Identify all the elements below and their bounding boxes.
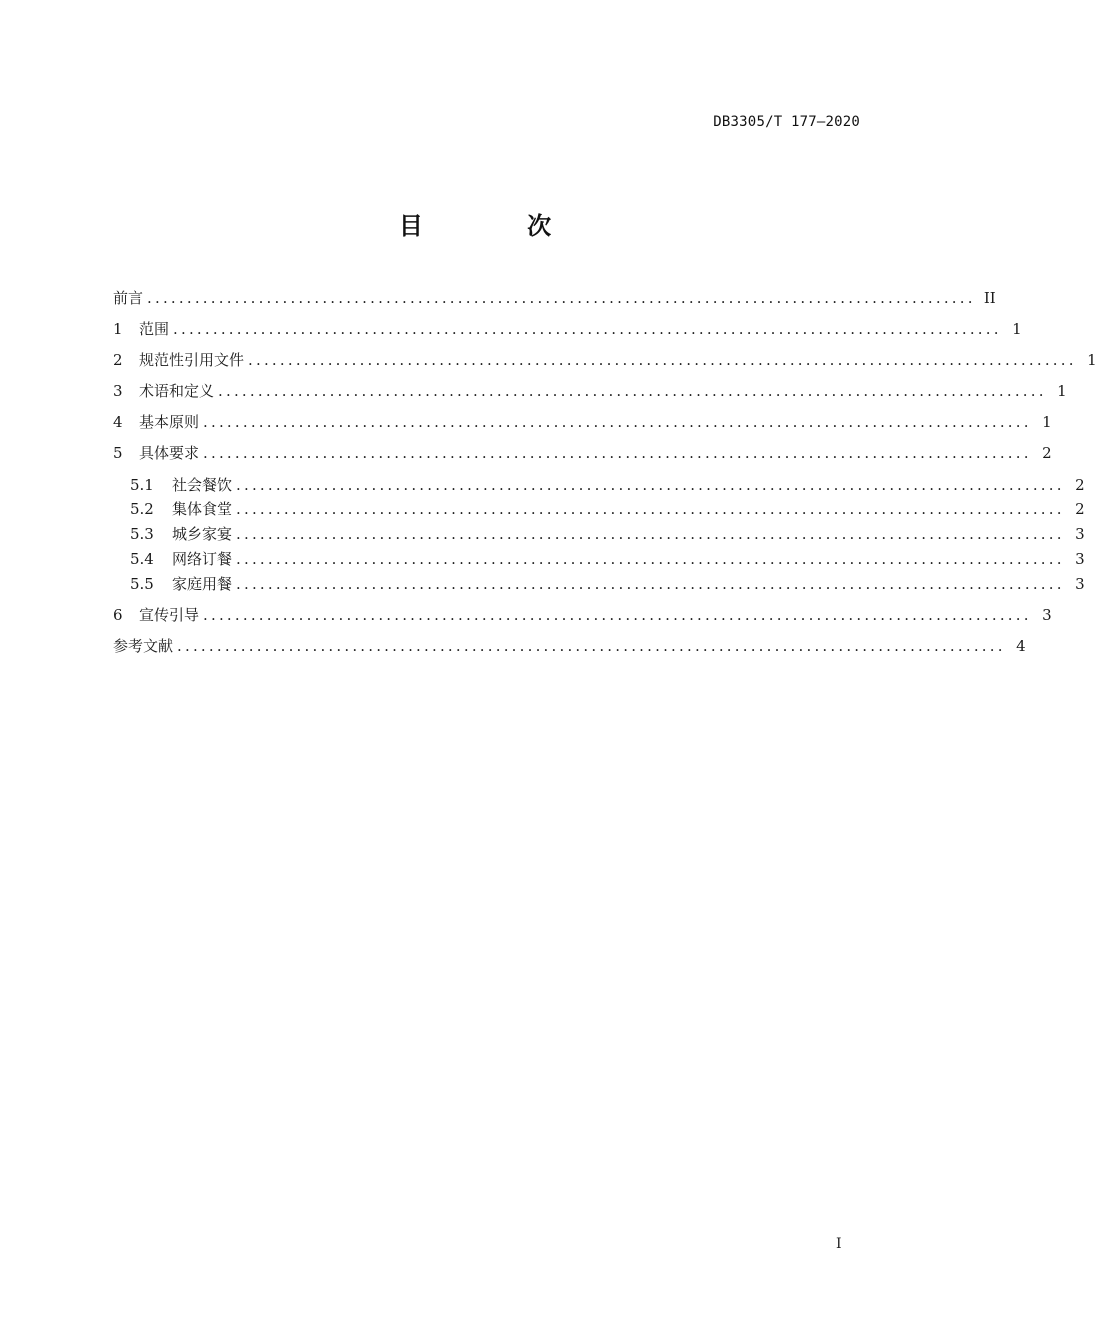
toc-entry-online-ordering[interactable] — [113, 548, 1085, 570]
toc-entry-foreword[interactable] — [113, 287, 996, 309]
toc-leader-dots: ........................................................................................................ — [236, 476, 1065, 494]
toc-entry-page: 3 — [1075, 525, 1085, 543]
toc-leader-dots: ........................................................................................................ — [203, 413, 1032, 431]
toc-leader-dots: ........................................................................................................ — [236, 525, 1065, 543]
toc-entry-number: 5.5 — [130, 575, 154, 593]
toc-entry-page: 3 — [1075, 550, 1085, 568]
toc-entry-page: 1 — [1012, 320, 1022, 338]
document-code: DB3305/T 177—2020 — [713, 114, 860, 130]
toc-entry-number: 3 — [113, 382, 123, 400]
toc-leader-dots: ........................................................................................................ — [177, 637, 1006, 655]
toc-entry-label: 社会餐饮 — [172, 476, 233, 494]
toc-entry-number: 5.2 — [130, 500, 154, 518]
toc-entry-number: 5.3 — [130, 525, 154, 543]
toc-leader-dots: ........................................................................................................ — [248, 351, 1077, 369]
toc-entry-number: 6 — [113, 606, 123, 624]
toc-entry-collective-canteen[interactable] — [113, 498, 1085, 520]
toc-entry-number: 4 — [113, 413, 123, 431]
toc-entry-label: 城乡家宴 — [172, 525, 233, 543]
toc-entry-label: 网络订餐 — [172, 550, 233, 568]
toc-leader-dots: ........................................................................................................ — [236, 500, 1065, 518]
toc-entry-page: 1 — [1057, 382, 1067, 400]
toc-entry-page: II — [983, 289, 996, 307]
toc-entry-page: 3 — [1075, 575, 1085, 593]
toc-entry-label: 基本原则 — [139, 413, 200, 431]
page-number: I — [836, 1236, 842, 1252]
toc-leader-dots: ........................................................................................................ — [173, 320, 1002, 338]
toc-entry-scope[interactable] — [113, 318, 1022, 340]
toc-entry-label: 宣传引导 — [139, 606, 200, 624]
toc-entry-label: 具体要求 — [139, 444, 200, 462]
toc-entry-family-dining[interactable] — [113, 573, 1085, 595]
toc-leader-dots: ........................................................................................................ — [218, 382, 1047, 400]
toc-entry-home-banquet[interactable] — [113, 523, 1085, 545]
toc-entry-terms-definitions[interactable] — [113, 380, 1067, 402]
toc-entry-number: 5.1 — [130, 476, 154, 494]
toc-entry-page: 1 — [1087, 351, 1097, 369]
toc-entry-label: 范围 — [139, 320, 170, 338]
toc-entry-number: 1 — [113, 320, 123, 338]
toc-entry-normative-references[interactable] — [113, 349, 1097, 371]
toc-entry-page: 2 — [1075, 500, 1085, 518]
toc-leader-dots: ........................................................................................................ — [203, 606, 1032, 624]
toc-entry-number: 5 — [113, 444, 123, 462]
toc-entry-publicity-guidance[interactable] — [113, 604, 1052, 626]
toc-entry-label: 前言 — [113, 289, 144, 307]
toc-leader-dots: ........................................................................................................ — [203, 444, 1032, 462]
toc-entry-number: 2 — [113, 351, 123, 369]
toc-leader-dots: ........................................................................................................ — [236, 550, 1065, 568]
toc-leader-dots: ........................................................................................................ — [147, 289, 976, 307]
toc-entry-page: 4 — [1016, 637, 1026, 655]
toc-entry-bibliography[interactable] — [113, 635, 1026, 657]
toc-entry-number: 5.4 — [130, 550, 154, 568]
toc-entry-label: 术语和定义 — [139, 382, 215, 400]
toc-entry-label: 集体食堂 — [172, 500, 233, 518]
toc-entry-page: 3 — [1042, 606, 1052, 624]
toc-entry-page: 2 — [1075, 476, 1085, 494]
toc-leader-dots: ........................................................................................................ — [236, 575, 1065, 593]
toc-title: 目 次 — [398, 212, 600, 240]
toc-entry-label: 家庭用餐 — [172, 575, 233, 593]
toc-entry-label: 规范性引用文件 — [139, 351, 245, 369]
toc-entry-label: 参考文献 — [113, 637, 174, 655]
toc-entry-social-catering[interactable] — [113, 474, 1085, 496]
toc-entry-specific-requirements[interactable] — [113, 442, 1052, 464]
toc-entry-basic-principles[interactable] — [113, 411, 1052, 433]
toc-entry-page: 1 — [1042, 413, 1052, 431]
toc-entry-page: 2 — [1042, 444, 1052, 462]
